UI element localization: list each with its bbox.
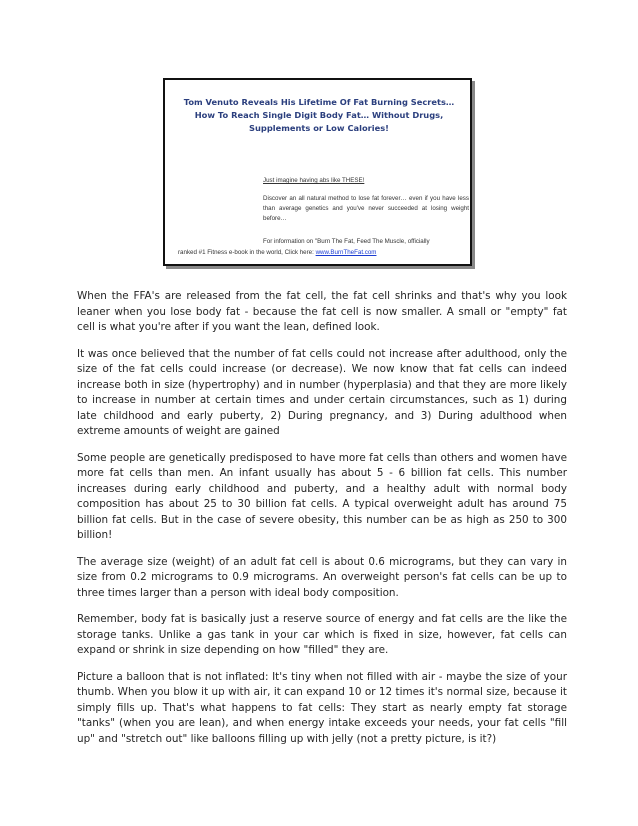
ad-title: Tom Venuto Reveals His Lifetime Of Fat Burning Secrets… How To Reach Single Digit Body Fat… Without Drugs, Supplements or Low Calories! [183,97,455,133]
paragraph: Remember, body fat is basically just a reserve source of energy and fat cells are the like the storage tanks. Unlike a gas tank in your car which is fixed in size, however, fat cells can expand or shrink in size depending on how "filled" they are. [77,613,567,656]
paragraph: Picture a balloon that is not inflated: It's tiny when not filled with air - maybe the size of your thumb. When you blow it up with air, it can expand 10 or 12 times it's normal size, because it simply fills up. That's what happens to fat cells: They start as nearly empty fat storage "tanks" (when you are lean), and when energy intake exceeds your needs, your fat cells "fill up" and "stretch out" like balloons filling up with jelly (not a pretty picture, is it?) [77,670,567,745]
paragraph: The average size (weight) of an adult fat cell is about 0.6 micrograms, but they can vary in size from 0.2 micrograms to 0.9 micrograms. An overweight person's fat cells can be up to three times larger than a person with ideal body composition. [77,555,567,599]
ad-description: Discover an all natural method to lose fat forever… even if you have less than average genetics and you've never succeeded at losing weight before… [263,195,469,222]
paragraph: It was once believed that the number of fat cells could not increase after adulthood, only the size of the fat cells could increase (or decrease). We now know that fat cells can indeed increase both in size (hypertrophy) and in number (hyperplasia) and that they are more likely to increase in number at certain times and under certain circumstances, such as 1) during late childhood and early puberty, 2) During pregnancy, and 3) During adulthood when extreme amounts of weight are gained [77,347,567,437]
paragraph: Some people are genetically predisposed to have more fat cells than others and women have more fat cells than men. An infant usually has about 5 - 6 billion fat cells. This number increases during early childhood and puberty, and a healthy adult with normal body composition has about 25 to 30 billion fat cells. A typical overweight adult has around 75 billion fat cells. But in the case of severe obesity, this number can be as high as 250 to 300 billion! [77,451,567,541]
article-body [77,289,567,758]
ad-footer [178,248,468,258]
paragraph: When the FFA's are released from the fat cell, the fat cell shrinks and that's why you look leaner when you lose body fat - because the fat cell is now smaller. A small or "empty" fat cell is what you're after if you want the lean, defined look. [77,290,567,333]
advertisement-box[interactable] [163,78,472,266]
burnthefat-link[interactable]: www.BurnTheFat.com [315,249,377,256]
ad-info-line: For information on "Burn The Fat, Feed The Muscle, officially [263,238,430,245]
ad-headline[interactable]: Just imagine having abs like THESE! [263,177,365,184]
ad-footer-text: ranked #1 Fitness e-book in the world, Click here: [178,249,314,256]
